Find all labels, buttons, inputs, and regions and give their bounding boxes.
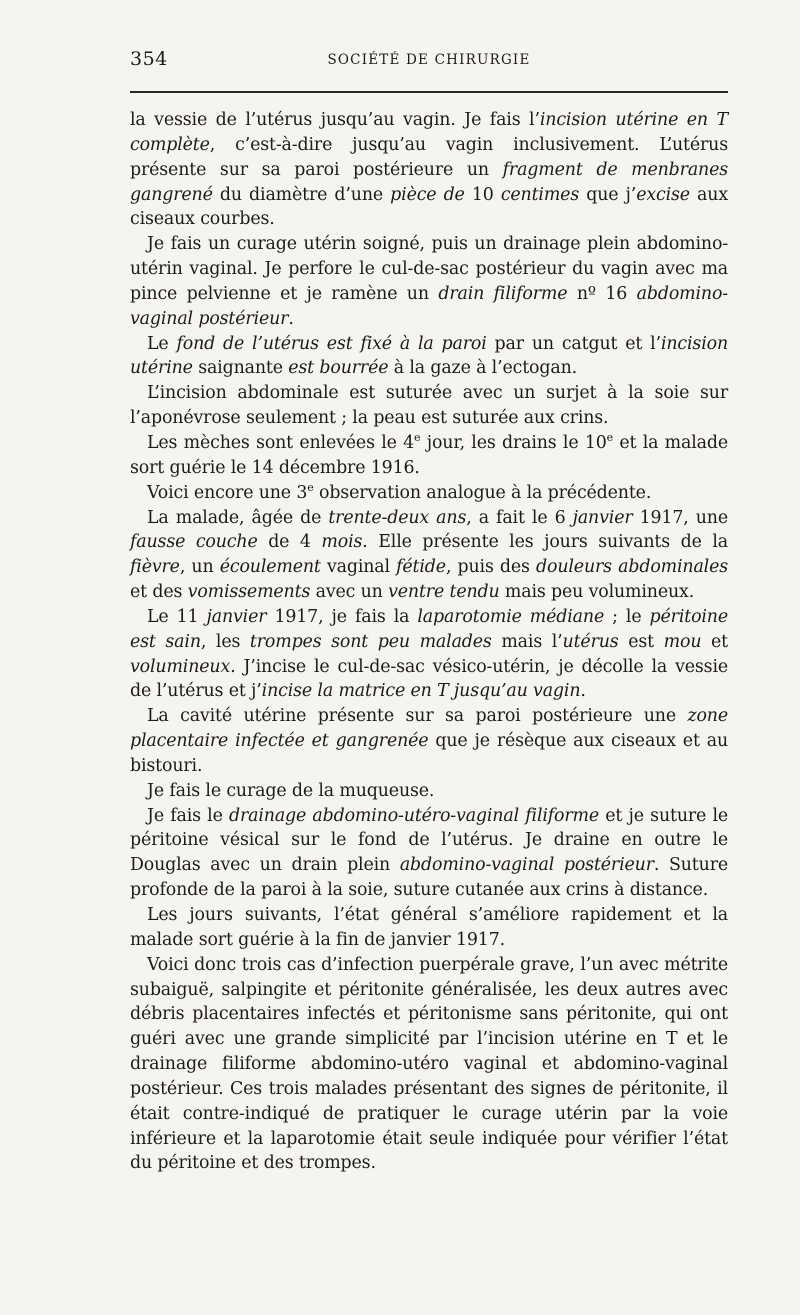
text-run: La malade, âgée de	[147, 507, 329, 528]
text-run: que je résèque aux ciseaux et au bistouri.	[130, 731, 728, 776]
paragraph-0	[130, 108, 728, 232]
text-run: Voici donc trois cas d’infection puerpérale grave, l’un avec métrite subaiguë, salpingite et péritonite généralisée, les deux autres avec débris placentaires infectés et péritonisme sans péritonite, qui ont guéri avec une grande simplicité par l’incision utérine en T et le drainage filiforme abdomino-utéro vaginal et abdomino-vaginal postérieur. Ces trois malades présentant des signes de péritonite, il était contre-indiqué de pratiquer le curage utérin par la voie inférieure et la laparotomie était seule indiquée pour vérifier l’état du péritoine et des trompes.	[130, 954, 728, 1174]
text-run: , a fait le 6	[466, 507, 573, 528]
ordinal-superscript: e	[414, 431, 421, 445]
text-run: de 4	[257, 532, 322, 553]
text-run: est	[618, 631, 664, 652]
text-run: Les mèches sont enlevées le 4	[147, 432, 414, 453]
text-run: 1917, une	[632, 507, 728, 528]
text-run: . Elle présente les jours suivants de la	[362, 532, 728, 553]
italic-phrase: pièce de	[390, 184, 465, 205]
italic-phrase: ventre tendu	[388, 582, 500, 603]
text-run: mais l’	[491, 631, 563, 652]
paragraph-5	[130, 481, 728, 506]
paragraph-9	[130, 779, 728, 804]
italic-phrase: trompes sont peu malades	[249, 631, 492, 652]
italic-phrase: fétide	[396, 557, 446, 578]
text-run: , les	[200, 631, 250, 652]
italic-phrase: janvier	[206, 606, 267, 627]
italic-phrase: fièvre	[130, 557, 180, 578]
text-run: mais peu volumineux.	[499, 582, 695, 603]
text-run: .	[288, 308, 294, 329]
italic-phrase: mois	[321, 532, 363, 553]
text-run: 10	[464, 184, 501, 205]
paragraph-2	[130, 332, 728, 382]
paragraph-11	[130, 903, 728, 953]
italic-phrase: douleurs abdominales	[536, 557, 728, 578]
text-run: que j’	[579, 184, 637, 205]
italic-phrase: drain filiforme	[438, 283, 568, 304]
text-run: Le 11	[147, 606, 207, 627]
body-text	[130, 108, 728, 1176]
text-run: . Suture profonde de la paroi à la soie, suture cutanée aux crins à distance.	[130, 855, 729, 901]
paragraph-7	[130, 605, 728, 704]
text-run: 1917, je fais la	[266, 606, 418, 627]
italic-phrase: centimes	[500, 184, 580, 205]
text-run: La cavité utérine présente sur sa paroi postérieure une	[147, 706, 688, 727]
text-run: Je fais le	[147, 805, 229, 826]
italic-phrase: abdomino-vaginal postérieur	[399, 855, 654, 876]
paragraph-4	[130, 431, 728, 481]
header-rule	[130, 91, 728, 93]
text-run: saignante	[192, 358, 289, 379]
text-run: Les jours suivants, l’état général s’améliore rapidement et la malade sort guérie à la fin de janvier 1917.	[130, 905, 728, 950]
italic-phrase: zone placentaire infectée et gangrenée	[130, 706, 728, 752]
italic-phrase: incision utérine	[130, 333, 728, 379]
italic-phrase: drainage abdomino-utéro-vaginal filiforme	[229, 805, 600, 826]
text-run: Le	[147, 333, 177, 354]
text-run: L’incision abdominale est suturée avec un surjet à la soie sur l’aponévrose seulement ; la peau est suturée aux crins.	[130, 383, 728, 429]
text-run: aux ciseaux courbes.	[130, 184, 728, 230]
italic-phrase: mou	[663, 631, 702, 652]
page-header	[130, 48, 728, 72]
text-run: à la gaze à l’ectogan.	[388, 358, 577, 379]
text-run: et la malade sort guérie le 14 décembre 1916.	[130, 432, 728, 478]
italic-phrase: vomissements	[187, 582, 311, 603]
text-run: et	[701, 631, 729, 652]
ordinal-superscript: e	[606, 431, 614, 445]
italic-phrase: écoulement	[219, 557, 321, 578]
italic-phrase: est bourrée	[288, 358, 389, 379]
text-run: Je fais un curage utérin soigné, puis un drainage plein abdomino-utérin vaginal. Je perfore le cul-de-sac postérieur du vagin avec ma pince pelvienne et je ramène un	[130, 234, 728, 304]
text-run: par un catgut et l’	[486, 333, 661, 354]
text-run: . J’incise le cul-de-sac vésico-utérin, je décolle la vessie de l’utérus et j’	[130, 656, 728, 702]
text-run: , un	[179, 557, 220, 578]
paragraph-1	[130, 232, 728, 331]
page-number: 354	[130, 48, 168, 70]
italic-phrase: janvier	[572, 507, 633, 528]
text-run: Je fais le curage de la muqueuse.	[147, 780, 435, 801]
text-run: la vessie de l’utérus jusqu’au vagin. Je fais l’	[130, 110, 540, 130]
text-run: observation analogue à la précédente.	[313, 482, 652, 503]
text-run: .	[580, 681, 586, 702]
italic-phrase: incision utérine en T complète	[130, 110, 728, 155]
text-run: et des	[130, 582, 188, 603]
running-title: SOCIÉTÉ DE CHIRURGIE	[327, 52, 531, 68]
text-run: ; le	[604, 606, 650, 627]
italic-phrase: utérus	[562, 631, 619, 652]
paragraph-3	[130, 381, 728, 431]
text-run: et je suture le péritoine vésical sur le fond de l’utérus. Je draine en outre le Douglas avec un drain plein	[130, 805, 729, 876]
ordinal-superscript: e	[307, 480, 314, 494]
italic-phrase: laparotomie médiane	[417, 606, 605, 627]
text-run: Voici encore une 3	[147, 482, 308, 503]
paragraph-6	[130, 506, 728, 605]
paragraph-8	[130, 704, 728, 779]
italic-phrase: incise la matrice en T jusqu’au vagin	[261, 681, 581, 702]
text-run: vaginal	[320, 557, 397, 578]
text-run: du diamètre d’une	[212, 184, 391, 205]
italic-phrase: excise	[636, 184, 690, 205]
text-run: avec un	[310, 582, 389, 603]
paragraph-12	[130, 953, 728, 1177]
text-run: , c’est-à-dire jusqu’au vagin inclusivement. L’utérus présente sur sa paroi postérieure un	[130, 134, 728, 180]
italic-phrase: fond de l’utérus est fixé à la paroi	[176, 333, 487, 354]
text-run: nº 16	[567, 283, 637, 304]
italic-phrase: trente-deux ans	[328, 507, 467, 528]
italic-phrase: fragment de menbranes gangrené	[130, 159, 729, 205]
italic-phrase: volumineux	[130, 656, 231, 677]
italic-phrase: fausse couche	[130, 532, 258, 553]
italic-phrase: abdomino-vaginal postérieur	[130, 283, 728, 329]
italic-phrase: péritoine est sain	[130, 606, 728, 652]
paragraph-10	[130, 804, 728, 903]
text-run: jour, les drains le 10	[420, 432, 607, 453]
text-run: , puis des	[445, 557, 537, 578]
